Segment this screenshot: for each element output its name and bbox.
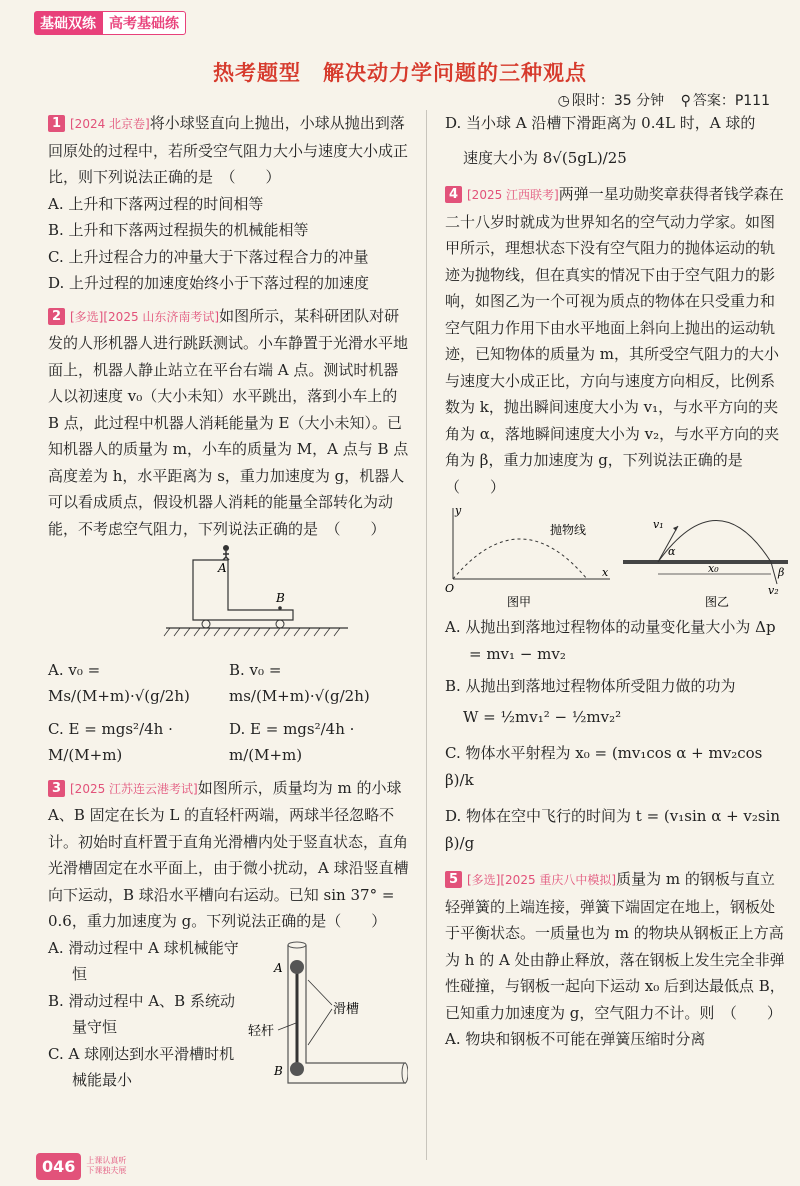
figure-jia-caption: 图甲 (507, 595, 532, 609)
question-1 (48, 110, 410, 297)
option-b-line1: B. 从抛出到落地过程物体所受阻力做的功为 (445, 677, 736, 695)
robot-cart-diagram (48, 542, 410, 642)
ball-a-label: A (274, 960, 283, 975)
question-source: [多选][2025 重庆八中模拟] (467, 873, 617, 887)
question-source: [2024 北京卷] (70, 117, 150, 131)
groove-label: 滑槽 (333, 1001, 360, 1017)
x0-label: x₀ (708, 562, 719, 575)
question-text: 如图所示，质量均为 m 的小球 A、B 固定在长为 L 的直轻杆两端，两球半径忽略不计。初始时直杆置于直角光滑槽内处于竖直状态，直角光滑槽固定在水平面上，由于微小扰动，A 球沿竖直槽向下运动，B 球沿水平槽向右运动。已知 sin 37° = 0.6，重力加速度为 g。下列说法正确的是（ ） (48, 778, 409, 930)
parabola-label: 抛物线 (550, 523, 587, 537)
option-d: D. 物体在空中飞行的时间为 t = (v₁sin α + v₂sin β)/g (445, 807, 781, 852)
v2-label: v₂ (768, 584, 779, 597)
page-title: 热考题型 解决动力学问题的三种观点 (213, 61, 587, 85)
option-b: B. v₀ = ms/(M+m)·√(g/2h) (229, 660, 370, 705)
tag-basic: 基础双练 (34, 11, 102, 35)
option-b-line2: W = ½mv₁² − ½mv₂² (463, 707, 622, 726)
tag-gaokao: 高考基础练 (102, 11, 186, 35)
option-a: A. v₀ = Ms/(M+m)·√(g/2h) (48, 660, 190, 705)
question-number: 2 (48, 308, 65, 325)
beta-label: β (778, 566, 785, 579)
option-a: A. 滑动过程中 A 球机械能守恒 (48, 938, 239, 983)
option-d: D. E = mgs²/4h · m/(M+m) (229, 719, 355, 764)
meta-info (546, 90, 770, 110)
footer-slogan (86, 1156, 126, 1176)
column-divider (426, 110, 427, 1160)
figure-jia (445, 504, 615, 614)
v1-label: v₁ (653, 518, 664, 531)
point-a-label: A (218, 561, 227, 575)
question-number: 1 (48, 115, 65, 132)
question-text: 将小球竖直向上抛出，小球从抛出到落回原处的过程中，若所受空气阻力大小与速度大小成正比，则下列说法正确的是 （ ） (48, 114, 409, 186)
point-b-label: B (276, 591, 285, 605)
x-axis-label: x (602, 566, 609, 579)
slogan-line1: 上课认真听 (86, 1156, 127, 1165)
question-text: 质量为 m 的钢板与直立轻弹簧的上端连接，弹簧下端固定在地上，钢板处于平衡状态。一质量也为 m 的物块从钢板正上方高为 h 的 A 处由静止释放，落在钢板上发生完全非弹性碰撞，与钢板一起向下运动 x₀ 后到达最低点 B，已知重力加速度为 g，空气阻力不计。则 （ ） (445, 870, 785, 1022)
question-3 (48, 775, 410, 1094)
option-a: A. 物块和钢板不可能在弹簧压缩时分离 (445, 1030, 706, 1048)
option-c: C. A 球刚达到水平滑槽时机械能最小 (48, 1044, 235, 1089)
option-a: A. 上升和下落两过程的时间相等 (48, 194, 264, 213)
page-footer (36, 1150, 126, 1182)
question-2 (48, 303, 410, 769)
section-tag (34, 11, 186, 35)
question-4 (445, 181, 788, 856)
option-b: B. 滑动过程中 A、B 系统动量守恒 (48, 991, 235, 1036)
question-text: 两弹一星功勋奖章获得者钱学森在二十八岁时就成为世界知名的空气动力学家。如图甲所示，理想状态下没有空气阻力的抛体运动的轨迹为抛物线，但在真实的情况下由于空气阻力的影响，如图乙为一个可视为质点的物体在只受重力和空气阻力作用下由水平地面上斜向上抛出的运动轨迹，已知物体的质量为 m，其所受空气阻力的大小与速度大小成正比，方向与速度方向相反，比例系数为 k，抛出瞬间速度大小为 v₁，与水平方向的夹角为 α，落地瞬间速度大小为 v₂，与水平方向的夹角为 β，重力加速度为 g，下列说法正确的是 （ ） (445, 185, 784, 496)
question-number: 4 (445, 186, 462, 203)
option-a: A. 从抛出到落地过程物体的动量变化量大小为 Δp = mv₁ − mv₂ (445, 618, 776, 663)
rod-groove-diagram (248, 935, 408, 1085)
right-column (445, 110, 788, 1059)
question-3-option-d (445, 110, 788, 171)
time-limit: 限时：35 分钟 (571, 93, 665, 109)
answer-ref: 答案：P111 (692, 93, 770, 109)
question-text: 如图所示，某科研团队对研发的人形机器人进行跳跃测试。小车静置于光滑水平地面上，机器人静止站立在平台右端 A 点。测试时机器人以初速度 v₀（大小未知）水平跳出，落到小车上的 B 点，此过程中机器人消耗能量为 E（大小未知）。已知机器人的质量为 m，小车的质量为 M，A 点与 B 点高度差为 h，水平距离为 s，重力加速度为 g，机器人可以看成质点，假设机器人消耗的能量全部转化为动能，不考虑空气阻力，下列说法正确的是 （ ） (48, 306, 409, 538)
slogan-line2: 下课独夫展 (86, 1166, 127, 1175)
ball-b-label: B (274, 1063, 283, 1078)
question-5 (445, 866, 788, 1053)
question-number: 5 (445, 871, 462, 888)
origin-label: O (445, 582, 455, 595)
y-axis-label: y (455, 504, 462, 517)
figure-yi (623, 504, 788, 614)
page-number: 046 (36, 1153, 81, 1180)
option-b: B. 上升和下落两过程损失的机械能相等 (48, 221, 309, 239)
option-d-line2: 速度大小为 8√(5gL)/25 (463, 148, 627, 167)
option-c: C. E = mgs²/4h · M/(M+m) (48, 719, 173, 764)
option-d-line1: D. 当小球 A 沿槽下滑距离为 0.4L 时，A 球的 (445, 114, 756, 132)
question-source: [2025 江西联考] (467, 188, 559, 202)
key-icon: ⚲ (680, 93, 691, 109)
alpha-label: α (668, 545, 676, 558)
figure-yi-caption: 图乙 (705, 595, 730, 609)
option-c: C. 上升过程合力的冲量大于下落过程合力的冲量 (48, 247, 369, 266)
question-source: [2025 江苏连云港考试] (70, 781, 198, 796)
clock-icon: ◷ (557, 93, 570, 109)
option-c: C. 物体水平射程为 x₀ = (mv₁cos α + mv₂cos β)/k (445, 744, 763, 789)
rod-label: 轻杆 (248, 1023, 275, 1039)
option-d: D. 上升过程的加速度始终小于下落过程的加速度 (48, 274, 370, 292)
question-source: [多选][2025 山东济南考试] (70, 309, 220, 324)
question-number: 3 (48, 780, 65, 797)
left-column (48, 110, 410, 1100)
